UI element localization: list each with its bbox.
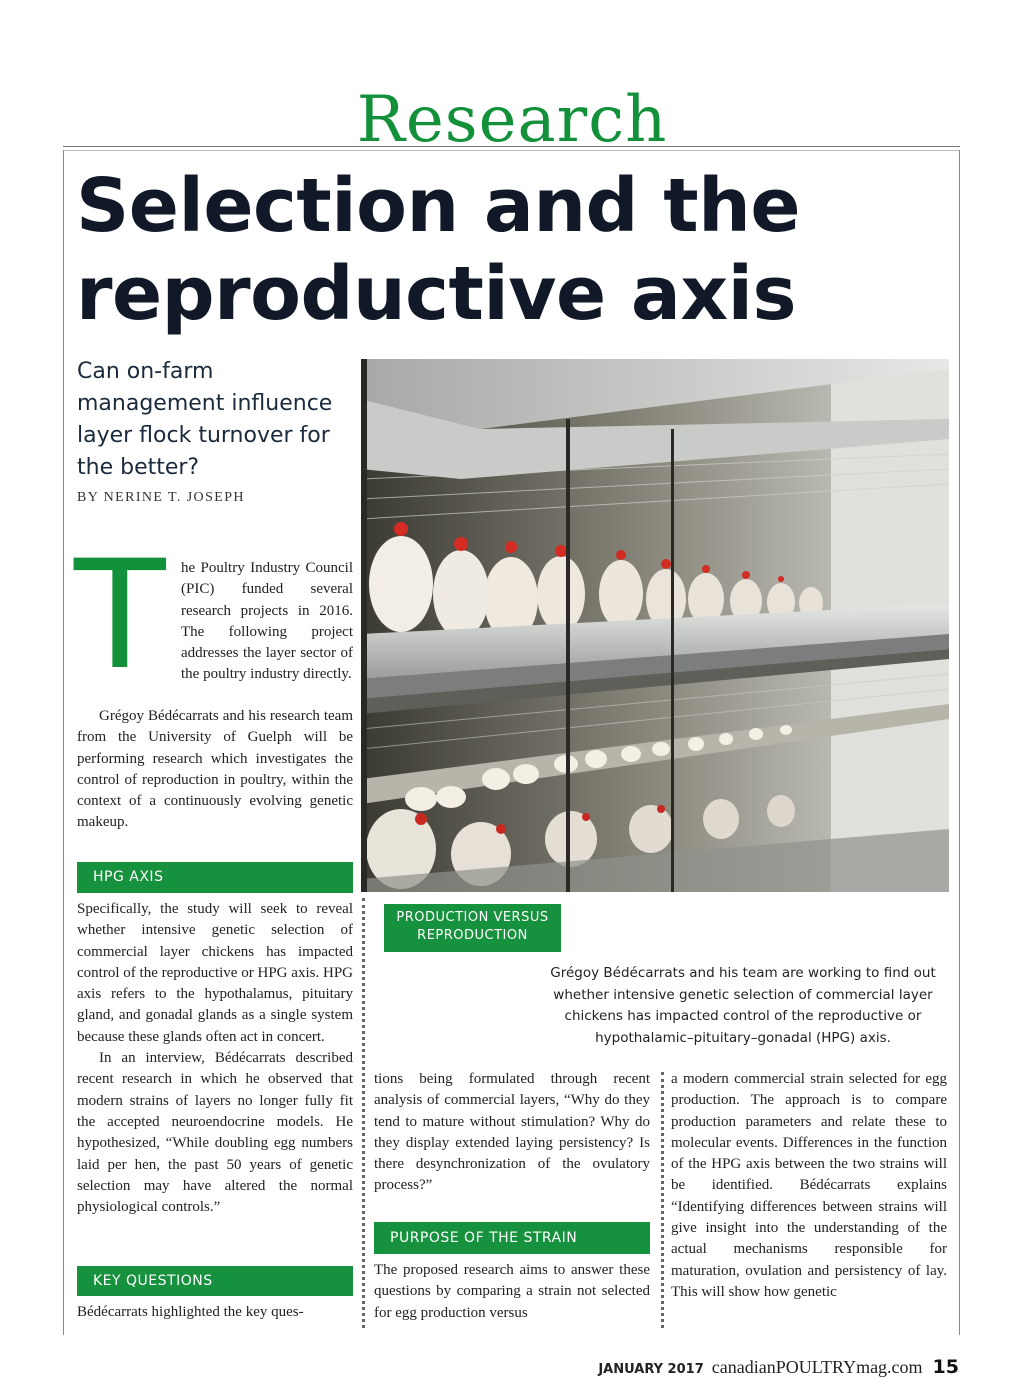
- hpg-paragraph-1: Specifically, the study will seek to reveal whether intensive genetic selection of commercial layer chickens has impacted control of the reproductive or HPG axis. HPG axis refers to the hypothalamus, pituitary gland, and gonadal glands as a single system because these glands often act in concert.: [77, 901, 353, 1045]
- footer-issue-date: JANUARY 2017: [598, 1362, 704, 1377]
- section-title: Research: [356, 83, 668, 157]
- intro-lead-text: he Poultry Industry Council (PIC) funded several research projects in 2016. The following project addresses the layer sector of the poultry industry directly.: [181, 560, 353, 683]
- column-2-paragraph-1: tions being formulated through recent analysis of commercial layers, “Why do they tend to mature without stimulation? Why do they display extended laying persistency? Is there desynchronization of the ovulatory process?”: [374, 1071, 650, 1194]
- key-questions-heading: KEY QUESTIONS: [77, 1266, 353, 1296]
- footer-website: canadianPOULTRYmag.com: [711, 1357, 923, 1377]
- key-questions-paragraph: Bédécarrats highlighted the key ques-: [77, 1304, 304, 1320]
- top-rule-thin: [63, 150, 960, 151]
- intro-lead-paragraph: [181, 558, 353, 686]
- page-number: 15: [932, 1356, 959, 1378]
- frame-left-rule: [63, 150, 64, 1335]
- column-divider-1: [362, 898, 365, 1328]
- hpg-axis-heading: HPG AXIS: [77, 862, 353, 893]
- intro-continued: [77, 706, 353, 834]
- production-vs-reproduction-heading: PRODUCTION VERSUS REPRODUCTION: [384, 904, 561, 952]
- column-divider-2: [661, 1072, 664, 1328]
- page-footer: [0, 1356, 959, 1378]
- hpg-section: [77, 899, 353, 1218]
- byline: BY NERINE T. JOSEPH: [77, 490, 245, 505]
- purpose-of-strain-heading: PURPOSE OF THE STRAIN: [374, 1222, 650, 1254]
- drop-cap: T: [74, 529, 166, 703]
- article-headline: Selection and the reproductive axis: [76, 163, 801, 337]
- frame-right-rule: [959, 150, 960, 1335]
- column-3-paragraph: a modern commercial strain selected for egg production. The approach is to compare production parameters and relate these to molecular events. Differences in the function of the HPG axis between the two strains will be identified. Bédécarrats explains “Identifying differences between strains will give insight into the understanding of the actual mechanisms responsible for maturation, ovulation and persistency of lay. This will show how genetic: [671, 1071, 947, 1300]
- hpg-paragraph-2: In an interview, Bédécarrats described recent research in which he observed that modern strains of layers no longer fully fit the accepted neuroendocrine models. He hypothesized, “While doubling egg numbers laid per hen, the past 50 years of genetic selection may have altered the normal physiological controls.”: [77, 1050, 353, 1216]
- column-2-paragraph-2: The proposed research aims to answer these questions by comparing a strain not selected for egg production versus: [374, 1262, 650, 1321]
- layer-hens-photo: [361, 359, 949, 892]
- top-rule: [63, 146, 960, 147]
- photo-caption: Grégoy Bédécarrats and his team are working to find out whether intensive genetic selection of commercial layer chickens has impacted control of the reproductive or hypothalamic–pituitary–gonadal (HPG) axis.: [550, 965, 936, 1046]
- intro-paragraph-2: Grégoy Bédécarrats and his research team from the University of Guelph will be performing research which investigates the control of reproduction in poultry, within the context of a continuously evolving genetic makeup.: [77, 708, 353, 831]
- article-deck: Can on-farm management influence layer flock turnover for the better?: [77, 359, 333, 480]
